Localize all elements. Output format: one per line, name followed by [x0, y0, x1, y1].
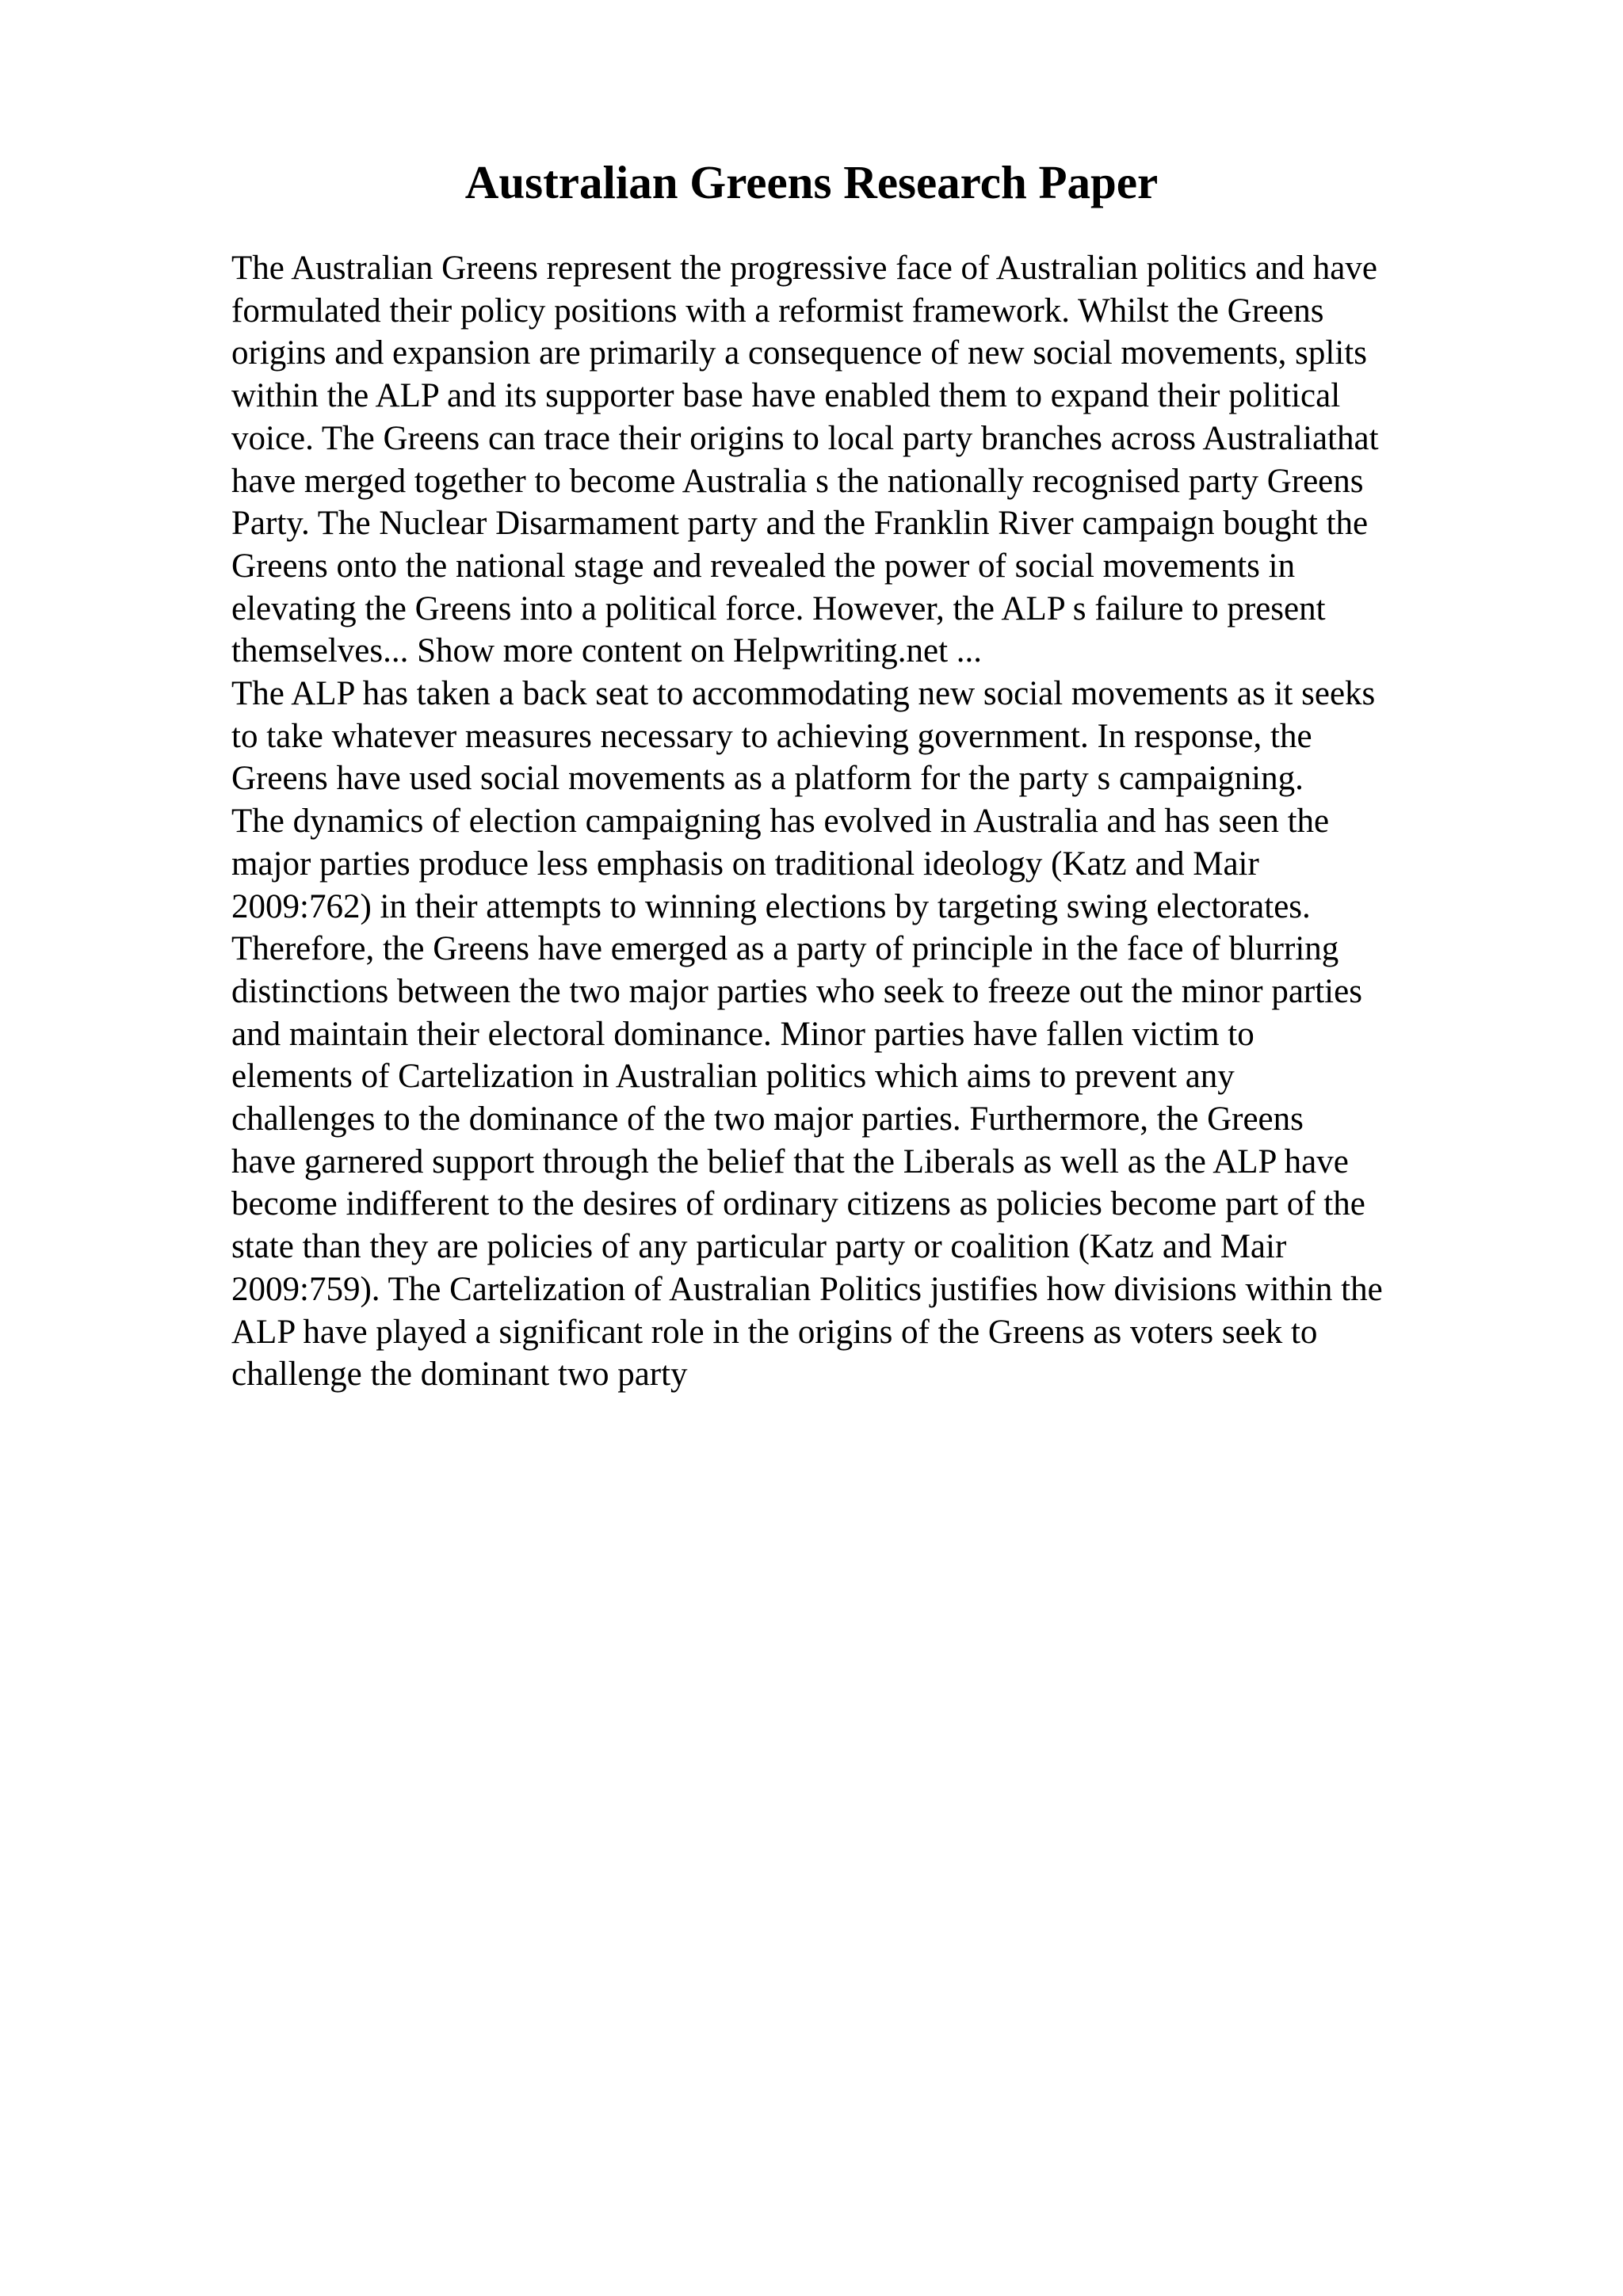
body-line: voice. The Greens can trace their origins to local party branches across Australiathat	[231, 419, 1379, 457]
body-line: to take whatever measures necessary to achieving government. In response, the	[231, 717, 1312, 755]
body-line: major parties produce less emphasis on traditional ideology (Katz and Mair	[231, 845, 1259, 883]
body-line: have garnered support through the belief that the Liberals as well as the ALP have	[231, 1142, 1349, 1180]
body-line: elevating the Greens into a political force. However, the ALP s failure to present	[231, 589, 1326, 627]
body-line: and maintain their electoral dominance. Minor parties have fallen victim to	[231, 1015, 1254, 1053]
body-line: formulated their policy positions with a reformist framework. Whilst the Greens	[231, 292, 1324, 330]
body-line: Greens have used social movements as a platform for the party s campaigning.	[231, 760, 1304, 798]
body-line: ALP have played a significant role in the origins of the Greens as voters seek to	[231, 1313, 1318, 1351]
body-line: have merged together to become Australia s the nationally recognised party Greens	[231, 462, 1364, 500]
body-line: themselves... Show more content on Helpwriting.net ...	[231, 632, 983, 670]
body-line: The dynamics of election campaigning has evolved in Australia and has seen the	[231, 803, 1330, 841]
body-line: state than they are policies of any particular party or coalition (Katz and Mair	[231, 1228, 1287, 1266]
body-line: origins and expansion are primarily a consequence of new social movements, splits	[231, 334, 1367, 372]
body-line: Therefore, the Greens have emerged as a party of principle in the face of blurring	[231, 930, 1339, 968]
document-title: Australian Greens Research Paper	[464, 156, 1159, 208]
body-line: 2009:762) in their attempts to winning elections by targeting swing electorates.	[231, 887, 1311, 925]
body-line: elements of Cartelization in Australian politics which aims to prevent any	[231, 1058, 1235, 1096]
body-line: The Australian Greens represent the progressive face of Australian politics and have	[231, 250, 1377, 287]
body-line: distinctions between the two major parties who seek to freeze out the minor parties	[231, 972, 1362, 1010]
body-line: Greens onto the national stage and revealed the power of social movements in	[231, 547, 1296, 585]
body-line: challenge the dominant two party	[231, 1356, 688, 1394]
body-line: become indifferent to the desires of ordinary citizens as policies become part of the	[231, 1185, 1365, 1223]
document-body	[231, 247, 1515, 1396]
body-line: The ALP has taken a back seat to accommodating new social movements as it seeks	[231, 675, 1376, 713]
body-line: 2009:759). The Cartelization of Australian Politics justifies how divisions within the	[231, 1270, 1383, 1308]
body-line: challenges to the dominance of the two major parties. Furthermore, the Greens	[231, 1100, 1304, 1138]
body-line: Party. The Nuclear Disarmament party and the Franklin River campaign bought the	[231, 505, 1369, 543]
body-line: within the ALP and its supporter base have enabled them to expand their political	[231, 377, 1341, 415]
